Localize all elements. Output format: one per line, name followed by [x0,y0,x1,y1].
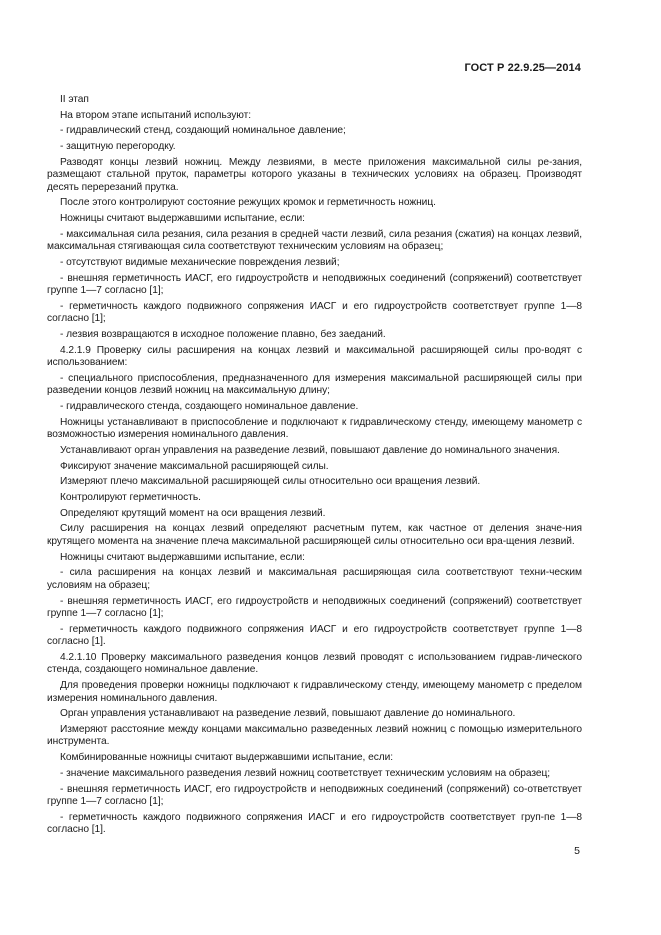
paragraph: Измеряют расстояние между концами максимально разведенных лезвий ножниц с помощью измерительного инструмента. [47,723,582,748]
paragraph: Силу расширения на концах лезвий определяют расчетным путем, как частное от деления значе-ния крутящего момента на значение плеча максимальной расширяющей силы относительно оси вра-щения лезвий. [47,523,582,547]
paragraph: Устанавливают орган управления на разведение лезвий, повышают давление до номинального значения. [60,445,560,456]
paragraph: Измеряют плечо максимальной расширяющей силы относительно оси вращения лезвий. [60,476,481,488]
list-item: - максимальная сила резания, сила резания в средней части лезвий, сила резания (сжатия) на концах лезвий, максимальная стягивающая сила соответствуют техническим условиям на образец; [47,228,582,253]
document-body [47,94,582,840]
paragraph: Контролируют герметичность. [60,492,201,504]
list-item: - защитную перегородку. [60,141,176,153]
paragraph: Ножницы устанавливают в приспособление и подключают к гидравлическому стенду, имеющему манометр с возможностью измерения номинального давления. [47,416,582,441]
list-item: - внешняя герметичность ИАСГ, его гидроустройств и неподвижных соединений (сопряжений) соответствует группе 1—7 согласно [1]; [47,272,582,297]
list-item: - герметичность каждого подвижного сопряжения ИАСГ и его гидроустройств соответствует группе 1—8 согласно [1]. [47,623,582,648]
list-item: - герметичность каждого подвижного сопряжения ИАСГ и его гидроустройств соответствует группе 1—8 согласно [1]; [47,300,582,325]
paragraph: Орган управления устанавливают на разведение лезвий, повышают давление до номинального. [60,708,516,720]
page-number: 5 [574,845,580,857]
document-header: ГОСТ Р 22.9.25—2014 [464,62,581,74]
list-item: - сила расширения на концах лезвий и максимальная расширяющая сила соответствуют техни-ческим условиям на образец; [47,567,582,591]
paragraph: После этого контролируют состояние режущих кромок и герметичность ножниц. [60,197,436,209]
paragraph: Определяют крутящий момент на оси вращения лезвий. [60,507,326,519]
list-item: - внешняя герметичность ИАСГ, его гидроустройств и неподвижных соединений (сопряжений) соответствует группе 1—7 согласно [1]; [47,595,582,619]
paragraph: Ножницы считают выдержавшими испытание, если: [60,213,305,225]
section-paragraph: 4.2.1.9 Проверку силы расширения на концах лезвий и максимальной расширяющей силы про-водят с использованием: [47,344,582,369]
section-paragraph: 4.2.1.10 Проверку максимального разведения концов лезвий проводят с использованием гидрав-лического стенда, создающего номинальное давление. [47,651,582,676]
paragraph: Комбинированные ножницы считают выдержавшими испытание, если: [60,752,394,764]
list-item: - гидравлического стенда, создающего номинальное давление. [60,401,359,413]
paragraph: II этап [60,94,89,105]
paragraph: Фиксируют значение максимальной расширяющей силы. [60,460,329,472]
list-item: - внешняя герметичность ИАСГ, его гидроустройств и неподвижных соединений (сопряжений) со-ответствует группе 1—7 согласно [1]; [47,783,582,807]
list-item: - значение максимального разведения лезвий ножниц соответствует техническим условиям на образец; [60,767,551,779]
paragraph: Для проведения проверки ножницы подключают к гидравлическому стенду, имеющему манометр с пределом измерения номинального давления. [47,680,582,704]
list-item: - отсутствуют видимые механические повреждения лезвий; [60,257,340,268]
list-item: - лезвия возвращаются в исходное положение плавно, без заеданий. [60,329,386,341]
list-item: - герметичность каждого подвижного сопряжения ИАСГ и его гидроустройств соответствует груп-пе 1—8 согласно [1]. [47,811,582,836]
list-item: - гидравлический стенд, создающий номинальное давление; [60,125,346,137]
list-item: - специального приспособления, предназначенного для измерения максимальной расширяющей силы при разведении концов лезвий ножниц на максимальную длину; [47,372,582,397]
paragraph: Ножницы считают выдержавшими испытание, если: [60,551,305,563]
paragraph: На втором этапе испытаний используют: [60,109,252,121]
paragraph: Разводят концы лезвий ножниц. Между лезвиями, в месте приложения максимальной силы ре-зания, размещают стальной пруток, параметры которого указаны в технических условиях на образец. Производят десять перерезаний прутка. [47,156,582,193]
